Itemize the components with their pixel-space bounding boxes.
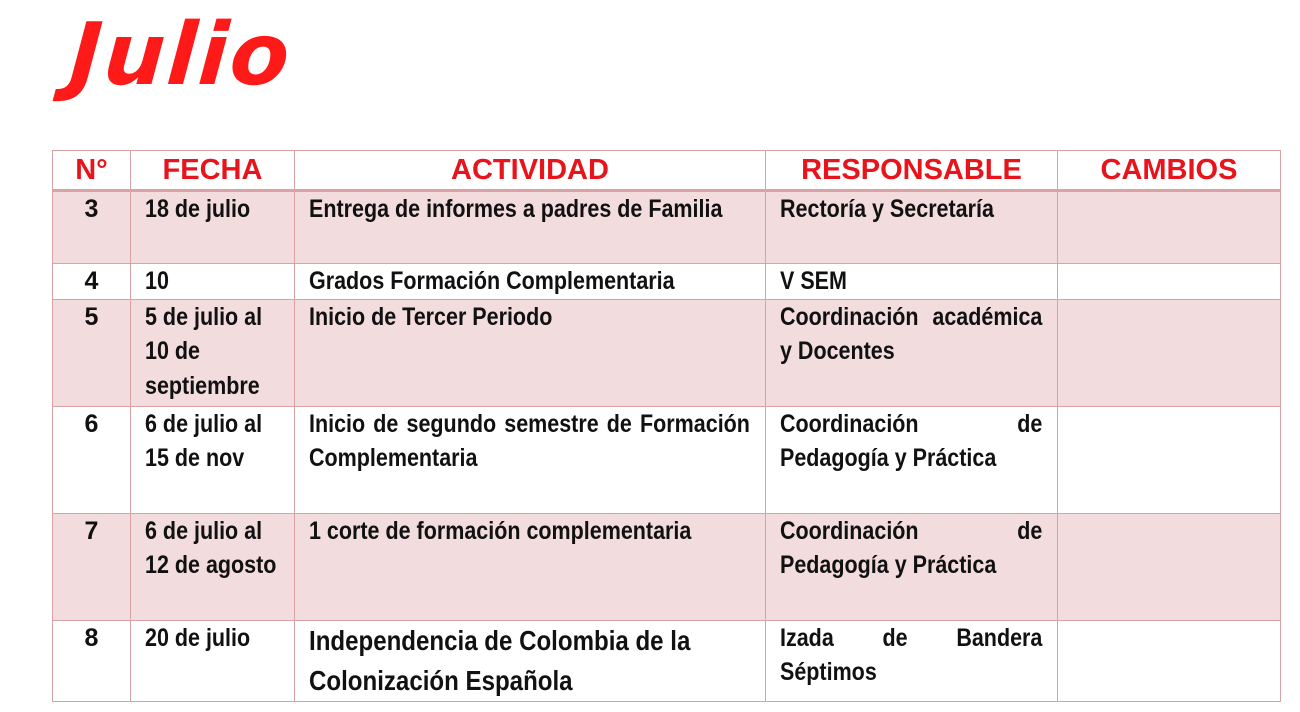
row-responsable-text: Coordinación de Pedagogía y Práctica: [780, 516, 1043, 579]
row-cambios: [1058, 620, 1281, 701]
row-fecha: [131, 264, 295, 300]
row-actividad-text: Grados Formación Complementaria: [309, 267, 675, 295]
row-actividad: [295, 191, 766, 264]
row-cambios: [1058, 406, 1281, 513]
row-number-text: 8: [84, 623, 99, 652]
row-responsable: [766, 513, 1058, 620]
row-number: [53, 406, 131, 513]
row-actividad: [295, 513, 766, 620]
row-responsable-text: Coordinación académica y Docentes: [780, 302, 1043, 365]
row-number: [53, 620, 131, 701]
row-actividad: [295, 620, 766, 701]
header-responsable: RESPONSABLE: [766, 151, 1058, 191]
row-number-text: 7: [84, 516, 99, 545]
row-actividad-text: 1 corte de formación complementaria: [309, 516, 692, 545]
row-number: [53, 264, 131, 300]
row-fecha-text: 6 de julio al 12 de agosto: [145, 516, 277, 579]
table-row: [53, 264, 1281, 300]
table-row: [53, 620, 1281, 701]
schedule-table: [52, 150, 1281, 702]
row-responsable-text: Coordinación de Pedagogía y Práctica: [780, 409, 1043, 472]
row-fecha: [131, 406, 295, 513]
row-responsable: [766, 620, 1058, 701]
row-fecha-text: 18 de julio: [145, 195, 251, 223]
row-responsable-text: Rectoría y Secretaría: [780, 195, 994, 223]
row-fecha-text: 6 de julio al 15 de nov: [145, 409, 263, 472]
row-fecha-text: 20 de julio: [145, 623, 251, 652]
row-number: [53, 513, 131, 620]
row-responsable: [766, 264, 1058, 300]
row-actividad: [295, 406, 766, 513]
row-number-text: 3: [84, 195, 99, 223]
row-responsable-text: V SEM: [780, 267, 847, 295]
row-responsable: [766, 191, 1058, 264]
row-cambios: [1058, 299, 1281, 406]
row-fecha: [131, 191, 295, 264]
row-cambios: [1058, 191, 1281, 264]
row-cambios: [1058, 264, 1281, 300]
row-actividad-text: Independencia de Colombia de la Colonización Española: [309, 624, 691, 696]
row-fecha-text: 5 de julio al 10 de septiembre: [145, 302, 263, 400]
row-fecha: [131, 299, 295, 406]
row-responsable: [766, 299, 1058, 406]
row-number-text: 5: [84, 302, 99, 331]
table-row: [53, 406, 1281, 513]
header-number: N°: [53, 151, 131, 191]
row-actividad-text: Inicio de segundo semestre de Formación Complementaria: [309, 409, 750, 472]
header-fecha: FECHA: [131, 151, 295, 191]
row-responsable-text: Izada de Bandera Séptimos: [780, 623, 1043, 686]
row-responsable: [766, 406, 1058, 513]
row-fecha: [131, 513, 295, 620]
row-number: [53, 191, 131, 264]
table-header-row: [53, 151, 1281, 191]
table-row: [53, 191, 1281, 264]
row-fecha: [131, 620, 295, 701]
header-actividad: ACTIVIDAD: [295, 151, 766, 191]
row-fecha-text: 10: [145, 267, 169, 295]
row-cambios: [1058, 513, 1281, 620]
row-number: [53, 299, 131, 406]
header-cambios: CAMBIOS: [1058, 151, 1281, 191]
page-title: Julio: [66, 5, 295, 105]
row-number-text: 6: [84, 409, 99, 438]
row-actividad-text: Inicio de Tercer Periodo: [309, 302, 553, 331]
row-number-text: 4: [84, 267, 99, 295]
row-actividad-text: Entrega de informes a padres de Familia: [309, 195, 723, 223]
table-row: [53, 299, 1281, 406]
row-actividad: [295, 264, 766, 300]
table-row: [53, 513, 1281, 620]
row-actividad: [295, 299, 766, 406]
